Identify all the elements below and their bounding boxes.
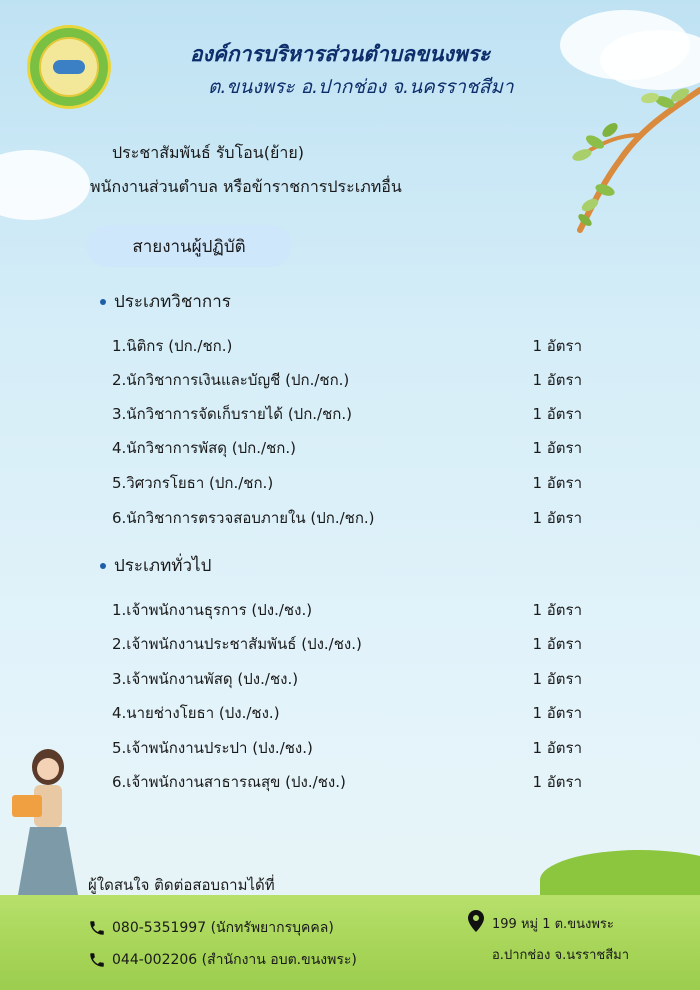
list-item <box>112 632 582 656</box>
list-item <box>112 598 582 622</box>
position-count: 1 อัตรา <box>532 704 582 722</box>
position-name: 2.เจ้าพนักงานประชาสัมพันธ์ (ปง./ชง.) <box>112 635 362 653</box>
position-count: 1 อัตรา <box>532 601 582 619</box>
position-count: 1 อัตรา <box>532 474 582 492</box>
group-heading-general <box>100 552 211 579</box>
address-line-1: 199 หมู่ 1 ต.ขนงพระ <box>492 917 614 932</box>
section-pill: สายงานผู้ปฏิบัติ <box>86 225 292 267</box>
phone-number-1: 080-5351997 (นักทรัพยากรบุคคล) <box>112 920 334 936</box>
handshake-icon <box>53 60 85 74</box>
position-name: 1.นิติกร (ปก./ชก.) <box>112 337 233 355</box>
phone-row-2 <box>88 949 357 971</box>
position-name: 4.นายช่างโยธา (ปง./ชง.) <box>112 704 280 722</box>
position-name: 3.นักวิชาการจัดเก็บรายได้ (ปก./ชก.) <box>112 405 352 423</box>
logo-inner-seal <box>39 37 99 97</box>
list-item <box>112 471 582 495</box>
phone-number-2: 044-002206 (สำนักงาน อบต.ขนงพระ) <box>112 952 357 968</box>
group-heading-academic <box>100 288 231 315</box>
position-name: 6.นักวิชาการตรวจสอบภายใน (ปก./ชก.) <box>112 509 375 527</box>
position-count: 1 อัตรา <box>532 509 582 527</box>
list-item <box>112 506 582 530</box>
list-item <box>112 736 582 760</box>
list-item <box>112 368 582 392</box>
position-name: 6.เจ้าพนักงานสาธารณสุข (ปง./ชง.) <box>112 773 346 791</box>
tree-branch-illustration <box>550 80 700 240</box>
org-location: ต.ขนงพระ อ.ปากช่อง จ.นครราชสีมา <box>208 76 514 98</box>
position-count: 1 อัตรา <box>532 773 582 791</box>
position-count: 1 อัตรา <box>532 670 582 688</box>
position-count: 1 อัตรา <box>532 371 582 389</box>
position-name: 2.นักวิชาการเงินและบัญชี (ปก./ชก.) <box>112 371 350 389</box>
address-line-2: อ.ปากช่อง จ.นรราชสีมา <box>492 948 630 963</box>
list-item <box>112 701 582 725</box>
position-count: 1 อัตรา <box>532 337 582 355</box>
position-name: 3.เจ้าพนักงานพัสดุ (ปง./ชง.) <box>112 670 299 688</box>
address <box>492 913 629 965</box>
position-count: 1 อัตรา <box>532 739 582 757</box>
bullet-icon <box>100 563 106 569</box>
list-item <box>112 667 582 691</box>
position-name: 5.เจ้าพนักงานประปา (ปง./ชง.) <box>112 739 313 757</box>
location-pin-icon <box>468 910 484 932</box>
position-count: 1 อัตรา <box>532 405 582 423</box>
list-item <box>112 436 582 460</box>
bullet-icon <box>100 299 106 305</box>
contact-title: ผู้ใดสนใจ ติดต่อสอบถามได้ที่ <box>88 876 275 894</box>
phone-row-1 <box>88 917 334 939</box>
group-heading-label: ประเภทวิชาการ <box>114 292 231 312</box>
cloud <box>0 150 90 220</box>
phone-icon <box>88 951 106 969</box>
position-count: 1 อัตรา <box>532 635 582 653</box>
girl-reading-illustration <box>8 745 88 920</box>
intro-line-2: พนักงานส่วนตำบล หรือข้าราชการประเภทอื่น <box>90 177 402 196</box>
phone-icon <box>88 919 106 937</box>
logo-emblem <box>27 25 111 109</box>
org-title: องค์การบริหารส่วนตำบลขนงพระ <box>190 42 491 66</box>
position-count: 1 อัตรา <box>532 439 582 457</box>
position-name: 4.นักวิชาการพัสดุ (ปก./ชก.) <box>112 439 296 457</box>
group-heading-label: ประเภททั่วไป <box>114 556 212 576</box>
list-item <box>112 334 582 358</box>
intro-line-1: ประชาสัมพันธ์ รับโอน(ย้าย) <box>112 143 304 162</box>
list-item <box>112 770 582 794</box>
position-name: 5.วิศวกรโยธา (ปก./ชก.) <box>112 474 274 492</box>
position-name: 1.เจ้าพนักงานธุรการ (ปง./ชง.) <box>112 601 313 619</box>
list-item <box>112 402 582 426</box>
